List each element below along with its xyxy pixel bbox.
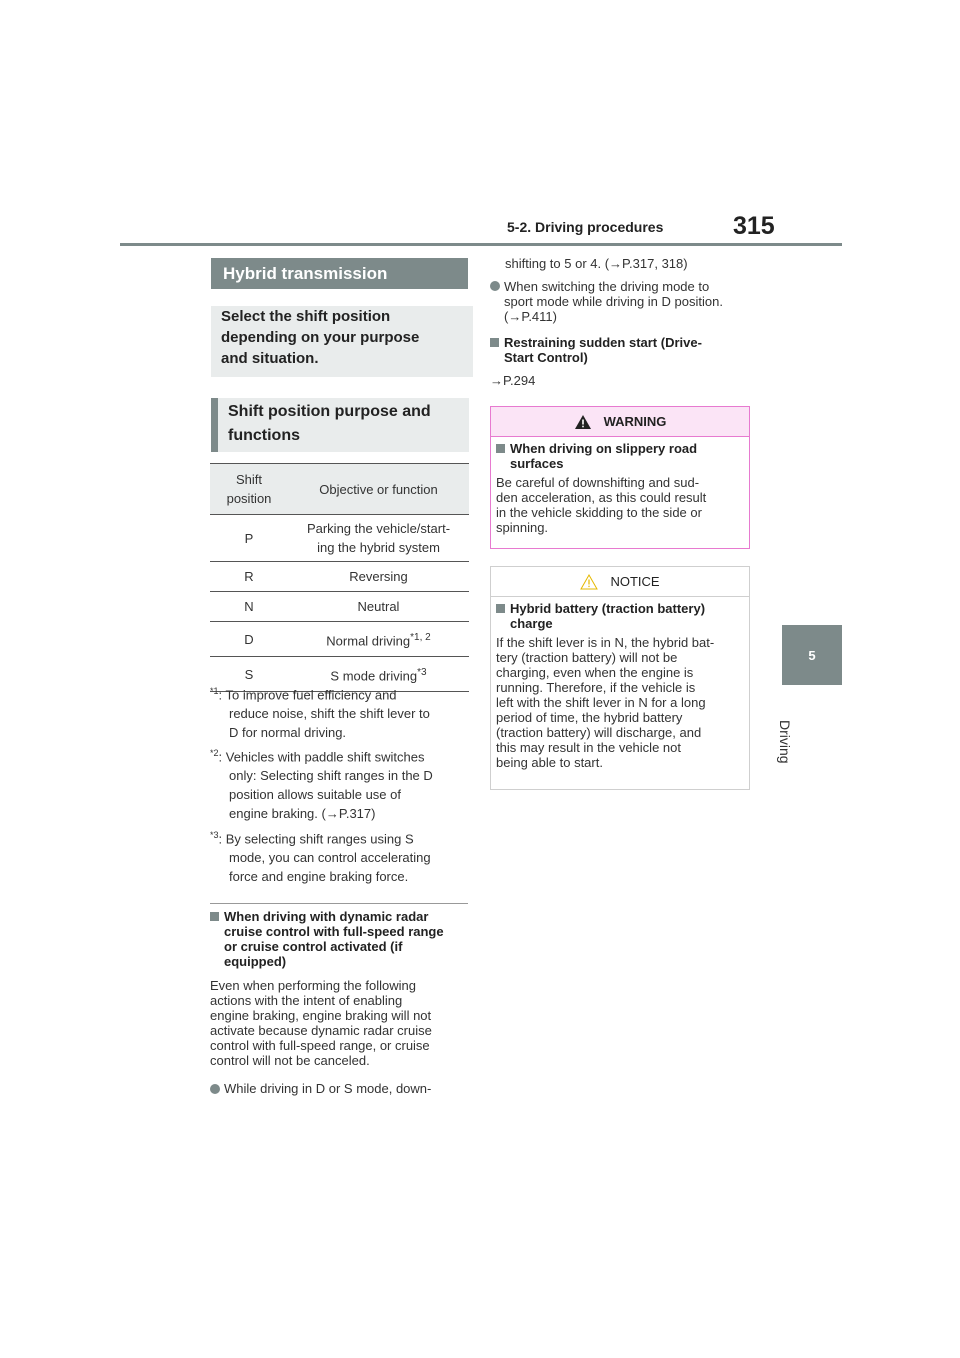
shift-position-table: [210, 463, 469, 692]
header-rule: [120, 243, 842, 246]
notice-triangle-icon: [580, 574, 598, 590]
square-bullet-icon: [496, 604, 505, 613]
table-row: [210, 622, 469, 657]
table-cell-function: Neutral: [288, 592, 469, 622]
intro-line: Select the shift position: [221, 308, 391, 325]
section-title: Hybrid transmission: [211, 258, 468, 289]
sport-mode-bullet: When switching the driving mode to sport mode while driving in D position. (→P.411): [490, 279, 755, 324]
drive-start-heading: Restraining sudden start (Drive- Start Control): [490, 335, 752, 365]
warning-body: Be careful of downshifting and sud- den acceleration, as this could result in the vehicle skidding to the side or spinning.: [496, 475, 707, 535]
intro-line: and situation.: [221, 350, 319, 367]
section-header: 5-2. Driving procedures: [507, 219, 664, 235]
table-header-position: Shift position: [210, 464, 288, 515]
warning-box: [490, 406, 750, 549]
table-cell-position: D: [210, 622, 288, 657]
notice-box: [490, 566, 750, 790]
continued-line: shifting to 5 or 4. (→P.317, 318): [505, 256, 688, 271]
table-cell-position: R: [210, 562, 288, 592]
radar-cruise-heading: When driving with dynamic radar cruise control with full-speed range or cruise control activated (if equipped): [210, 909, 472, 969]
notice-heading: Hybrid battery (traction battery) charge: [496, 601, 744, 631]
subsection-title-line: Shift position purpose and: [228, 403, 431, 420]
square-bullet-icon: [496, 444, 505, 453]
table-cell-position: S: [210, 657, 288, 692]
table-cell-function: S mode driving$^{*3}$: [288, 657, 469, 692]
table-cell-position: N: [210, 592, 288, 622]
footnote-3: $^{*3}$: By selecting shift ranges using S mode, you can control accelerating force and engine braking force.: [210, 830, 431, 885]
subsection-title-line: functions: [228, 427, 300, 444]
warning-heading: When driving on slippery road surfaces: [496, 441, 744, 471]
notice-title: NOTICE: [491, 567, 749, 597]
table-cell-position: P: [210, 515, 288, 562]
notice-body: If the shift lever is in N, the hybrid bat- tery (traction battery) will not be charging, even when the engine is running. Therefore, if the vehicle is left with the shift lever in N for a long period of time, the hybrid battery (traction battery) will discharge, and this may result in the vehicle not being able to start.: [496, 635, 715, 770]
chapter-label: Driving: [777, 720, 793, 764]
divider: [210, 903, 468, 904]
page-number: 315: [733, 212, 775, 240]
table-cell-function: Reversing: [288, 562, 469, 592]
table-row: [210, 592, 469, 622]
subsection-title: [211, 398, 469, 452]
chapter-tab: [782, 625, 842, 685]
warning-title: WARNING: [491, 407, 749, 437]
radar-cruise-body: Even when performing the following actions with the intent of enabling engine braking, engine braking will not activate because dynamic radar cruise control with full-speed range, or cruise control will not be canceled.: [210, 978, 432, 1068]
warning-triangle-icon: [574, 414, 592, 430]
square-bullet-icon: [210, 912, 219, 921]
table-header-function: Objective or function: [288, 464, 469, 515]
table-cell-function: Parking the vehicle/start- ing the hybrid system: [288, 515, 469, 562]
round-bullet-icon: [490, 281, 500, 291]
radar-cruise-bullet: While driving in D or S mode, down-: [210, 1081, 472, 1096]
drive-start-ref: →P.294: [490, 373, 536, 388]
intro-line: depending on your purpose: [221, 329, 420, 346]
table-row: [210, 562, 469, 592]
table-row: [210, 515, 469, 562]
intro-box: [211, 306, 473, 377]
round-bullet-icon: [210, 1084, 220, 1094]
chapter-number: 5: [808, 647, 816, 663]
table-cell-function: Normal driving$^{*1, 2}$: [288, 622, 469, 657]
footnote-2: $^{*2}$: Vehicles with paddle shift switches only: Selecting shift ranges in the D position allows suitable use of engine braking. (→P.317): [210, 748, 433, 822]
square-bullet-icon: [490, 338, 499, 347]
footnote-1: $^{*1}$: To improve fuel efficiency and reduce noise, shift the shift lever to D for normal driving.: [210, 686, 430, 741]
